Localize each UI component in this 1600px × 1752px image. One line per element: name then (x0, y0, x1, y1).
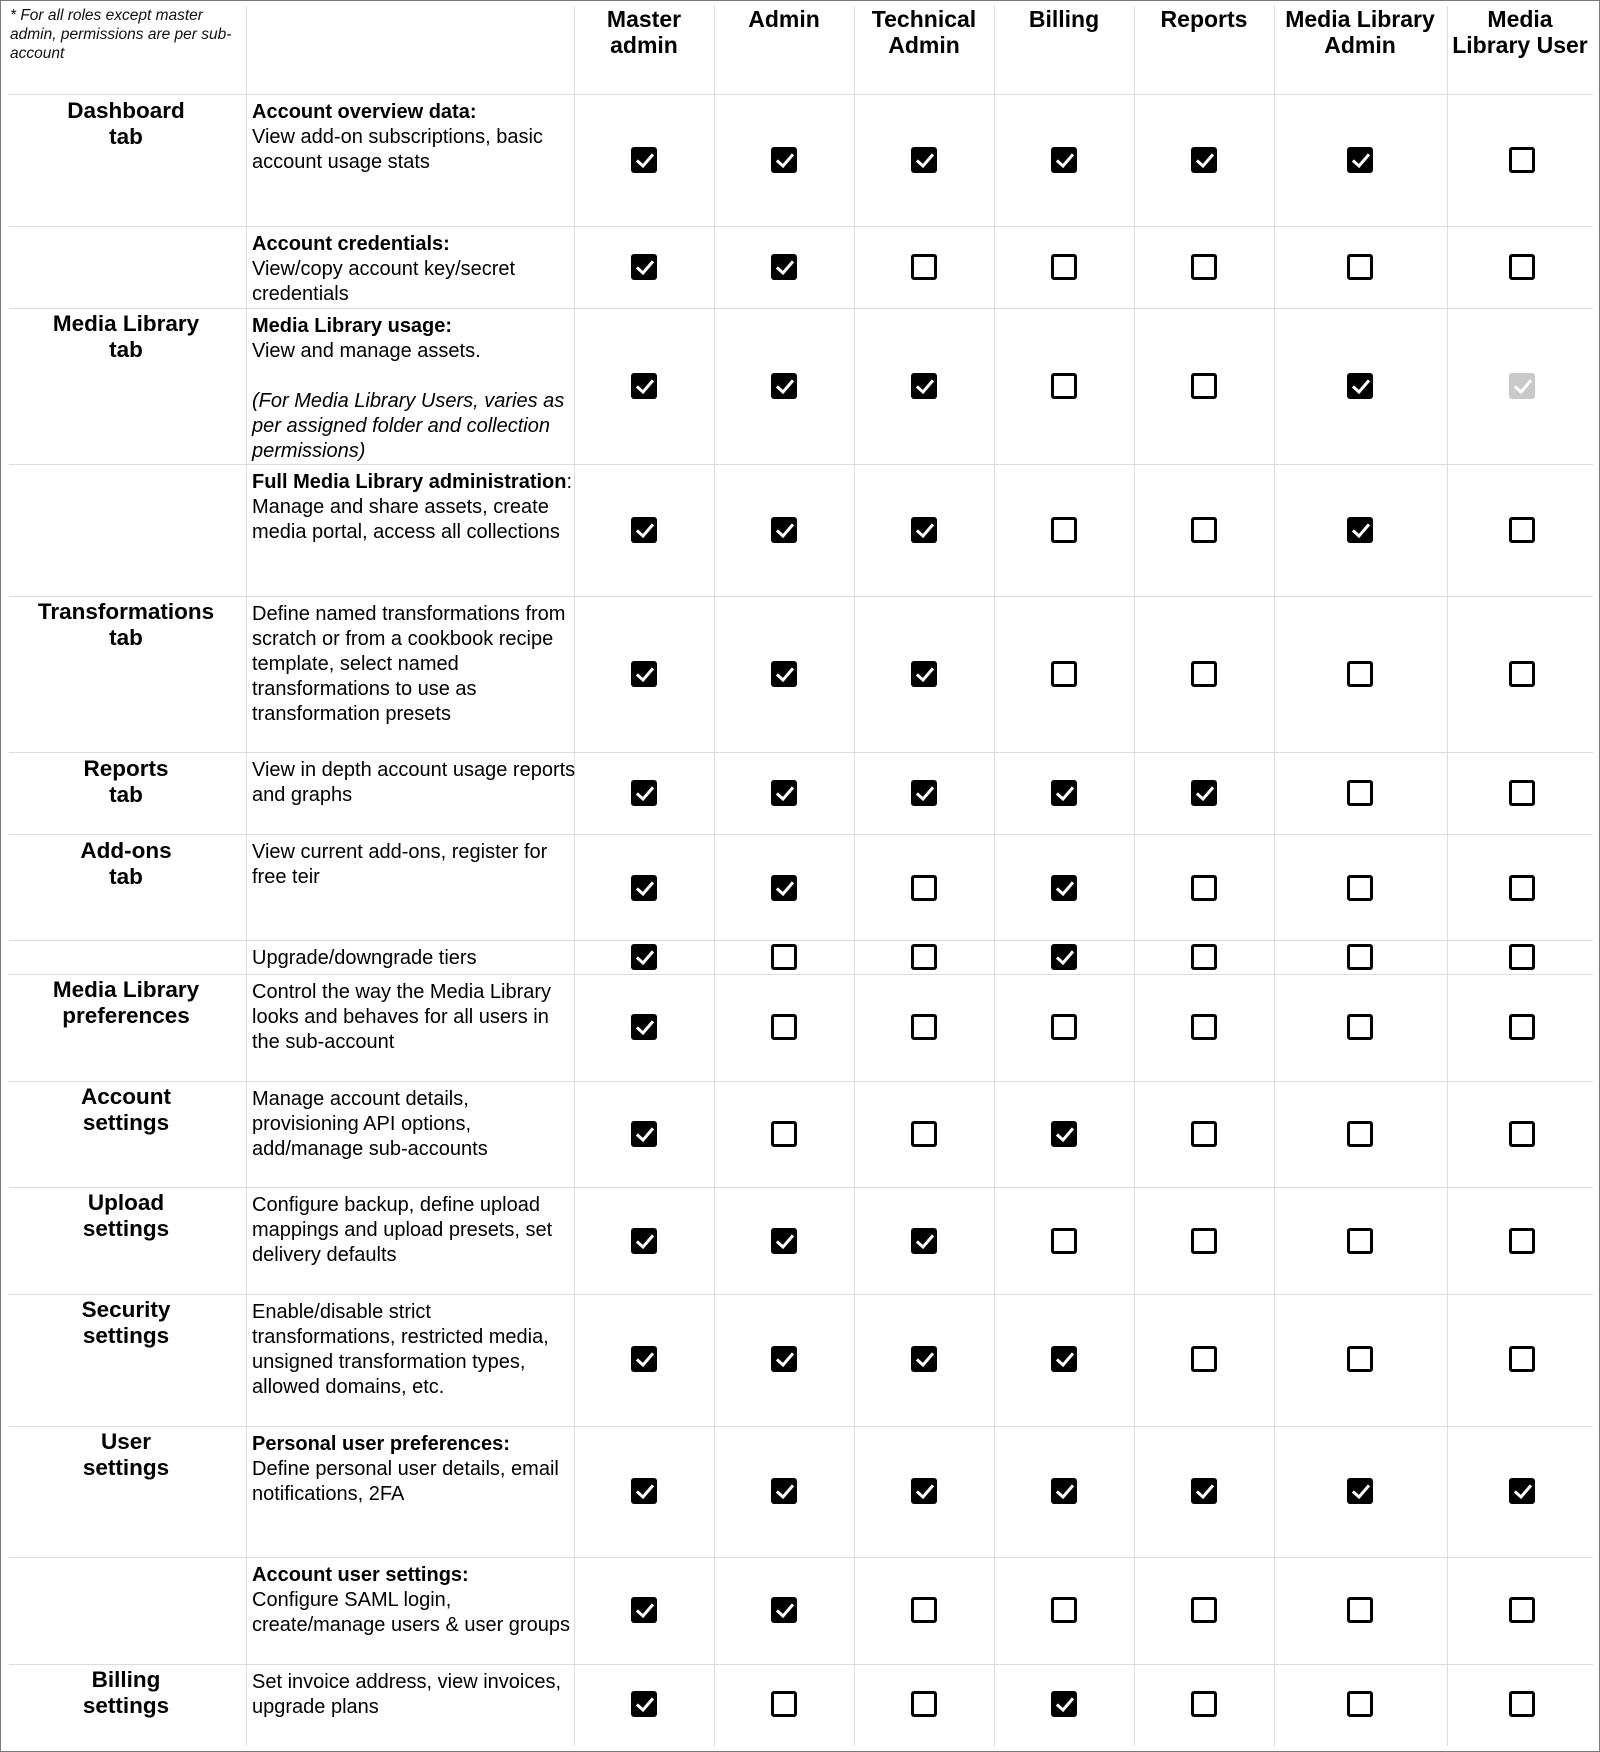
section-label-line: preferences (62, 1003, 190, 1028)
checkmark-icon (1055, 880, 1075, 898)
checkmark-icon (775, 666, 795, 684)
checkbox-checked[interactable] (1051, 944, 1077, 970)
checkbox-checked[interactable] (1051, 780, 1077, 806)
permission-description (252, 1300, 576, 1400)
checkbox-unchecked[interactable] (1347, 780, 1373, 806)
permission-text: Configure SAML login, create/manage users & user groups (252, 1589, 570, 1636)
section-label-line: Add-ons (80, 838, 172, 863)
checkbox-unchecked[interactable] (1509, 780, 1535, 806)
section-label-line: settings (82, 1216, 170, 1241)
checkbox-checked[interactable] (1191, 147, 1217, 173)
checkmark-icon (635, 1602, 655, 1620)
checkmark-icon (775, 1351, 795, 1369)
checkbox-unchecked[interactable] (1051, 517, 1077, 543)
checkbox-unchecked[interactable] (1509, 944, 1535, 970)
checkmark-icon (635, 949, 655, 967)
column-header-line: Media (1487, 6, 1553, 32)
checkbox-checked[interactable] (1191, 1478, 1217, 1504)
checkbox-unchecked[interactable] (1509, 147, 1535, 173)
column-header-line: Admin (888, 32, 960, 58)
checkbox-unchecked[interactable] (771, 1691, 797, 1717)
section-label-line: Account (81, 1084, 171, 1109)
column-divider (1134, 6, 1135, 1746)
checkbox-checked[interactable] (771, 1478, 797, 1504)
checkbox-unchecked[interactable] (1347, 661, 1373, 687)
checkmark-icon (1055, 1351, 1075, 1369)
checkmark-icon (635, 880, 655, 898)
permission-description (252, 1563, 576, 1638)
column-header (714, 6, 854, 32)
permission-text: Control the way the Media Library looks and behaves for all users in the sub-account (252, 981, 552, 1053)
permission-text: View in depth account usage reports and graphs (252, 759, 576, 806)
column-divider (1447, 6, 1448, 1746)
checkbox-checked[interactable] (1051, 1346, 1077, 1372)
checkmark-icon (915, 1351, 935, 1369)
column-header-line: Master (606, 6, 682, 32)
checkmark-icon (1195, 1483, 1215, 1501)
checkbox-unchecked[interactable] (1191, 517, 1217, 543)
checkmark-icon (1055, 1483, 1075, 1501)
section-label (16, 1190, 236, 1242)
checkbox-unchecked[interactable] (1191, 373, 1217, 399)
checkmark-icon (915, 785, 935, 803)
row-divider (9, 1557, 1593, 1558)
column-header (1134, 6, 1274, 32)
section-label-line: tab (109, 337, 143, 362)
section-label-line: Dashboard (67, 98, 185, 123)
column-divider (994, 6, 995, 1746)
column-header-line: Billing (1028, 6, 1100, 32)
footnote: * For all roles except master admin, permissions are per sub-account (10, 7, 232, 62)
checkbox-checked[interactable] (631, 944, 657, 970)
checkmark-icon (1351, 1483, 1371, 1501)
row-divider (9, 1081, 1593, 1082)
permission-text: Define personal user details, email notifications, 2FA (252, 1458, 559, 1505)
permission-text: Manage and share assets, create media portal, access all collections (252, 496, 560, 543)
checkbox-checked[interactable] (771, 373, 797, 399)
checkmark-icon (915, 666, 935, 684)
column-header (1447, 6, 1593, 58)
checkbox-unchecked[interactable] (911, 254, 937, 280)
checkmark-icon (1351, 152, 1371, 170)
section-label-line: settings (82, 1455, 170, 1480)
column-divider (714, 6, 715, 1746)
checkbox-unchecked[interactable] (1191, 1346, 1217, 1372)
checkmark-icon (1513, 378, 1533, 396)
checkbox-checked[interactable] (1051, 1691, 1077, 1717)
checkbox-checked[interactable] (1347, 147, 1373, 173)
checkbox-unchecked[interactable] (1509, 1121, 1535, 1147)
checkmark-icon (635, 785, 655, 803)
checkbox-unchecked[interactable] (1347, 1597, 1373, 1623)
permission-text: View current add-ons, register for free teir (252, 841, 548, 888)
checkmark-icon (775, 880, 795, 898)
checkbox-checked[interactable] (771, 1228, 797, 1254)
checkbox-unchecked[interactable] (1509, 254, 1535, 280)
checkmark-icon (635, 1019, 655, 1037)
checkbox-checked[interactable] (631, 1121, 657, 1147)
checkmark-icon (775, 522, 795, 540)
permission-description (252, 232, 576, 307)
checkbox-unchecked[interactable] (771, 1014, 797, 1040)
checkmark-icon (1055, 949, 1075, 967)
checkbox-checked[interactable] (1347, 373, 1373, 399)
checkbox-unchecked[interactable] (1051, 254, 1077, 280)
column-header (994, 6, 1134, 32)
checkmark-icon (1513, 1483, 1533, 1501)
checkbox-checked[interactable] (1347, 517, 1373, 543)
permission-text: Upgrade/downgrade tiers (252, 947, 477, 969)
checkbox-checked[interactable] (631, 875, 657, 901)
permission-text: View/copy account key/secret credentials (252, 258, 516, 305)
checkmark-icon (775, 1483, 795, 1501)
checkbox-checked[interactable] (771, 1346, 797, 1372)
checkbox-checked[interactable] (631, 1597, 657, 1623)
checkbox-checked[interactable] (911, 1228, 937, 1254)
checkbox-partial[interactable] (1509, 373, 1535, 399)
section-label-line: settings (82, 1693, 170, 1718)
permission-description (252, 1193, 576, 1268)
section-label (16, 756, 236, 808)
checkbox-unchecked[interactable] (1509, 1597, 1535, 1623)
checkbox-checked[interactable] (631, 147, 657, 173)
section-label-line: Transformations (37, 599, 215, 624)
column-header (854, 6, 994, 58)
section-label-line: Billing (91, 1667, 161, 1692)
checkmark-icon (775, 1233, 795, 1251)
checkbox-unchecked[interactable] (1191, 944, 1217, 970)
column-divider (854, 6, 855, 1746)
checkmark-icon (1055, 785, 1075, 803)
checkbox-unchecked[interactable] (911, 1014, 937, 1040)
checkmark-icon (635, 1233, 655, 1251)
permission-title: Account user settings: (252, 1564, 469, 1586)
column-header-line: Admin (748, 6, 820, 32)
checkmark-icon (635, 1351, 655, 1369)
checkbox-unchecked[interactable] (1191, 1228, 1217, 1254)
checkbox-unchecked[interactable] (1347, 254, 1373, 280)
checkbox-checked[interactable] (631, 1014, 657, 1040)
column-header-line: Reports (1160, 6, 1248, 32)
permission-description (252, 602, 576, 727)
checkbox-unchecked[interactable] (1051, 661, 1077, 687)
section-label (16, 1297, 236, 1349)
permission-text: Define named transformations from scratch or from a cookbook recipe template, select named transformations to use as transformation presets (252, 603, 566, 725)
checkbox-checked[interactable] (631, 1228, 657, 1254)
permission-description (252, 1670, 576, 1720)
checkmark-icon (1055, 1696, 1075, 1714)
row-divider (9, 940, 1593, 941)
checkbox-checked[interactable] (771, 1597, 797, 1623)
permission-title: Account credentials: (252, 233, 450, 255)
permission-description (252, 946, 576, 971)
checkbox-unchecked[interactable] (1191, 661, 1217, 687)
checkbox-unchecked[interactable] (1191, 1014, 1217, 1040)
permission-title: Media Library usage: (252, 315, 453, 337)
section-label-line: tab (109, 864, 143, 889)
permission-text: Configure backup, define upload mappings and upload presets, set delivery defaults (252, 1194, 553, 1266)
checkbox-unchecked[interactable] (911, 1121, 937, 1147)
checkbox-checked[interactable] (911, 517, 937, 543)
checkbox-checked[interactable] (911, 1346, 937, 1372)
checkbox-checked[interactable] (1051, 1121, 1077, 1147)
row-divider (9, 1664, 1593, 1665)
checkbox-checked[interactable] (631, 1691, 657, 1717)
column-header-line: Media Library (1285, 6, 1435, 32)
checkbox-unchecked[interactable] (1347, 1121, 1373, 1147)
row-divider (9, 1294, 1593, 1295)
checkbox-checked[interactable] (631, 1478, 657, 1504)
checkmark-icon (1351, 522, 1371, 540)
checkbox-checked[interactable] (911, 661, 937, 687)
permission-description (252, 980, 576, 1055)
checkbox-unchecked[interactable] (1347, 1346, 1373, 1372)
checkbox-checked[interactable] (631, 780, 657, 806)
checkbox-unchecked[interactable] (1509, 1691, 1535, 1717)
checkmark-icon (635, 522, 655, 540)
permission-text: Enable/disable strict transformations, restricted media, unsigned transformation types, allowed domains, etc. (252, 1301, 549, 1398)
checkbox-checked[interactable] (771, 517, 797, 543)
checkbox-unchecked[interactable] (1051, 373, 1077, 399)
checkbox-checked[interactable] (911, 1478, 937, 1504)
section-label-line: tab (109, 782, 143, 807)
checkbox-unchecked[interactable] (1191, 254, 1217, 280)
checkmark-icon (915, 152, 935, 170)
checkbox-checked[interactable] (631, 517, 657, 543)
checkbox-checked[interactable] (631, 1346, 657, 1372)
checkbox-unchecked[interactable] (1509, 1346, 1535, 1372)
checkbox-unchecked[interactable] (1509, 1228, 1535, 1254)
checkbox-unchecked[interactable] (1509, 661, 1535, 687)
column-header (1274, 6, 1446, 58)
checkbox-unchecked[interactable] (911, 1597, 937, 1623)
checkbox-checked[interactable] (771, 661, 797, 687)
checkbox-unchecked[interactable] (1051, 1014, 1077, 1040)
permission-title: Account overview data: (252, 101, 477, 123)
checkbox-unchecked[interactable] (1509, 1014, 1535, 1040)
checkbox-unchecked[interactable] (1347, 1228, 1373, 1254)
checkmark-icon (635, 666, 655, 684)
row-divider (9, 752, 1593, 753)
permission-text: View add-on subscriptions, basic account usage stats (252, 126, 543, 173)
permission-title: Full Media Library administration (252, 471, 567, 493)
checkbox-checked[interactable] (1051, 147, 1077, 173)
checkbox-unchecked[interactable] (911, 875, 937, 901)
checkbox-unchecked[interactable] (911, 944, 937, 970)
checkmark-icon (775, 785, 795, 803)
permission-description (252, 758, 576, 808)
section-label (16, 1667, 236, 1719)
checkbox-checked[interactable] (1051, 1478, 1077, 1504)
checkbox-unchecked[interactable] (1347, 1014, 1373, 1040)
permission-description (252, 314, 576, 464)
permission-title: Personal user preferences: (252, 1433, 510, 1455)
checkmark-icon (915, 522, 935, 540)
column-header-line: Technical (871, 6, 977, 32)
checkbox-checked[interactable] (1051, 875, 1077, 901)
checkbox-unchecked[interactable] (771, 1121, 797, 1147)
permission-description (252, 1432, 576, 1507)
checkmark-icon (775, 152, 795, 170)
checkbox-checked[interactable] (911, 780, 937, 806)
checkbox-unchecked[interactable] (1051, 1597, 1077, 1623)
section-label (16, 977, 236, 1029)
section-label (16, 311, 236, 363)
section-label-line: User (100, 1429, 152, 1454)
permission-description (252, 100, 576, 175)
row-divider (9, 974, 1593, 975)
checkmark-icon (635, 378, 655, 396)
permission-note: (For Media Library Users, varies as per assigned folder and collection permissions) (252, 390, 565, 462)
section-label (16, 599, 236, 651)
row-divider (9, 464, 1593, 465)
section-label-line: Media Library (52, 977, 200, 1002)
checkbox-unchecked[interactable] (1347, 944, 1373, 970)
permission-text: Set invoice address, view invoices, upgrade plans (252, 1671, 562, 1718)
row-divider (9, 308, 1593, 309)
section-label (16, 838, 236, 890)
checkmark-icon (1195, 785, 1215, 803)
checkbox-unchecked[interactable] (1191, 1691, 1217, 1717)
checkbox-checked[interactable] (771, 147, 797, 173)
section-label-line: settings (82, 1110, 170, 1135)
checkbox-checked[interactable] (1347, 1478, 1373, 1504)
row-divider (9, 834, 1593, 835)
checkbox-unchecked[interactable] (1509, 875, 1535, 901)
section-label-line: Upload (87, 1190, 165, 1215)
checkbox-unchecked[interactable] (1191, 1597, 1217, 1623)
checkmark-icon (1351, 378, 1371, 396)
checkbox-checked[interactable] (771, 780, 797, 806)
checkmark-icon (915, 1233, 935, 1251)
row-divider (9, 596, 1593, 597)
checkmark-icon (1055, 152, 1075, 170)
column-divider (1274, 6, 1275, 1746)
permission-title-colon: : (566, 471, 573, 493)
section-label-line: tab (109, 625, 143, 650)
checkmark-icon (635, 259, 655, 277)
column-divider (246, 6, 247, 1746)
checkbox-checked[interactable] (631, 373, 657, 399)
checkbox-unchecked[interactable] (1051, 1228, 1077, 1254)
checkmark-icon (915, 378, 935, 396)
checkmark-icon (775, 378, 795, 396)
permission-description (252, 840, 576, 890)
checkmark-icon (1055, 1126, 1075, 1144)
checkmark-icon (635, 1126, 655, 1144)
section-label (16, 1084, 236, 1136)
checkmark-icon (775, 259, 795, 277)
column-header-line: Library User (1452, 32, 1588, 58)
column-header-line: admin (610, 32, 678, 58)
row-divider (9, 1187, 1593, 1188)
checkbox-unchecked[interactable] (911, 1691, 937, 1717)
section-label-line: Media Library (52, 311, 200, 336)
checkmark-icon (775, 1602, 795, 1620)
checkbox-checked[interactable] (631, 661, 657, 687)
checkbox-checked[interactable] (911, 373, 937, 399)
permission-text: View and manage assets. (252, 340, 481, 362)
checkbox-unchecked[interactable] (1191, 1121, 1217, 1147)
checkmark-icon (635, 1696, 655, 1714)
section-label (16, 1429, 236, 1481)
section-label (16, 98, 236, 150)
checkbox-checked[interactable] (771, 875, 797, 901)
checkbox-unchecked[interactable] (1347, 875, 1373, 901)
section-label-line: settings (82, 1323, 170, 1348)
checkbox-checked[interactable] (771, 254, 797, 280)
checkbox-checked[interactable] (1191, 780, 1217, 806)
checkbox-unchecked[interactable] (1509, 517, 1535, 543)
checkmark-icon (635, 152, 655, 170)
permission-description (252, 1087, 576, 1162)
section-label-line: Security (81, 1297, 171, 1322)
section-label-line: Reports (83, 756, 169, 781)
permission-description (252, 470, 576, 545)
permission-text: Manage account details, provisioning API options, add/manage sub-accounts (252, 1088, 488, 1160)
row-divider (9, 1426, 1593, 1427)
column-header (574, 6, 714, 58)
row-divider (9, 94, 1593, 95)
section-label-line: tab (109, 124, 143, 149)
column-header-line: Admin (1324, 32, 1396, 58)
checkmark-icon (635, 1483, 655, 1501)
checkbox-checked[interactable] (1509, 1478, 1535, 1504)
checkmark-icon (1195, 152, 1215, 170)
checkbox-unchecked[interactable] (1191, 875, 1217, 901)
row-divider (9, 226, 1593, 227)
checkbox-unchecked[interactable] (1347, 1691, 1373, 1717)
checkbox-checked[interactable] (631, 254, 657, 280)
checkmark-icon (915, 1483, 935, 1501)
checkbox-unchecked[interactable] (771, 944, 797, 970)
checkbox-checked[interactable] (911, 147, 937, 173)
